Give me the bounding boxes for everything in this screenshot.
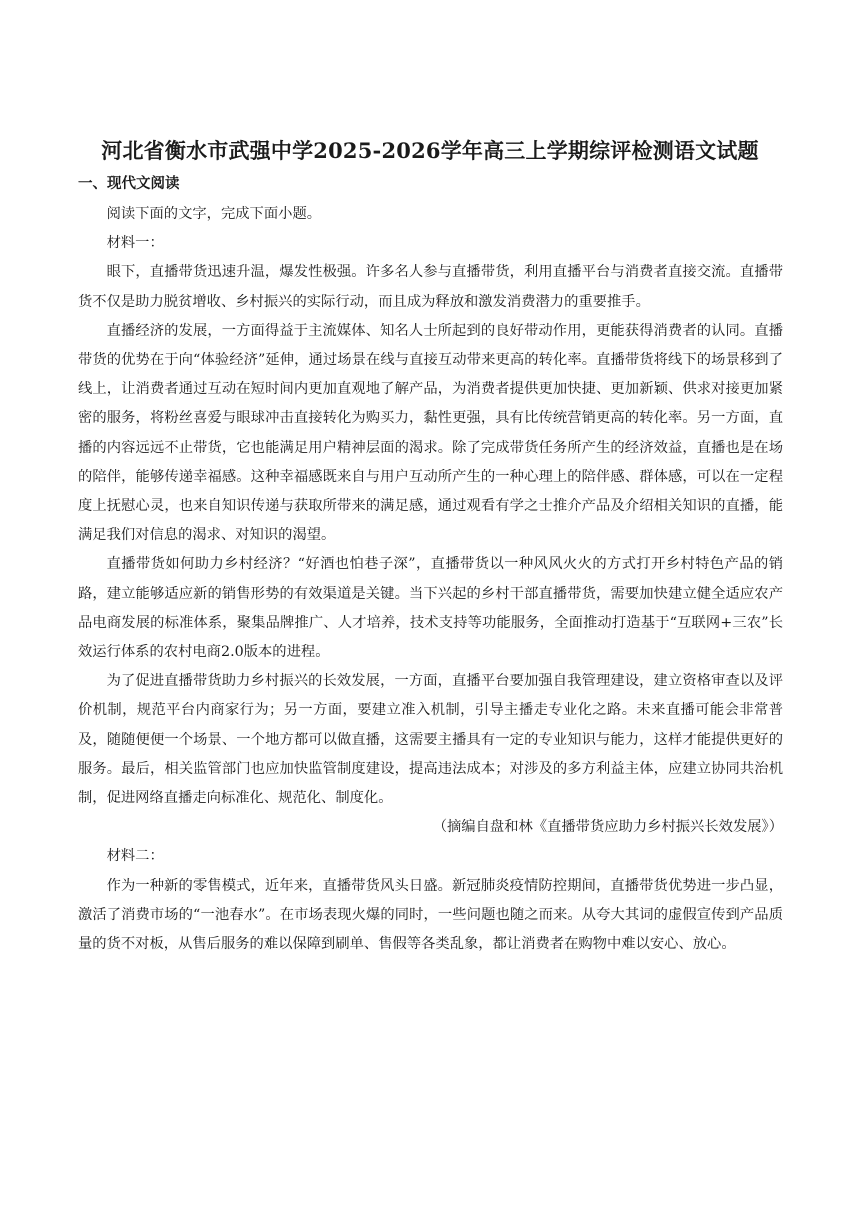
document-title: 河北省衡水市武强中学2025-2026学年高三上学期综评检测语文试题	[101, 138, 759, 163]
section-heading: 一、现代文阅读	[78, 176, 180, 192]
instruction-text: 阅读下面的文字，完成下面小题。	[106, 206, 322, 222]
material-label: 材料二：	[106, 848, 164, 865]
paragraph: 直播带货如何助力乡村经济？“好酒也怕巷子深”，直播带货以一种风风火火的方式打开乡村特色产品的销路，建立能够适应新的销售形势的有效渠道是关键。当下兴起的乡村干部直播带货，需要加快建立健全适应农产品电商发展的标准体系，聚集品牌推广、人才培养，技术支持等功能服务，全面推动打造基于“互联网+三农”长效运行体系的农村电商2.0版本的进程。	[78, 556, 783, 661]
paragraph: 作为一种新的零售模式，近年来，直播带货风头日盛。新冠肺炎疫情防控期间，直播带货优势进一步凸显，激活了消费市场的“一池春水”。在市场表现火爆的同时，一些问题也随之而来。从夸大其词的虚假宣传到产品质量的货不对板，从售后服务的难以保障到刷单、售假等各类乱象，都让消费者在购物中难以安心、放心。	[78, 877, 783, 953]
document-body	[78, 200, 783, 959]
material-label: 材料一：	[106, 235, 164, 252]
paragraph: 为了促进直播带货助力乡村振兴的长效发展，一方面，直播平台要加强自我管理建设，建立资格审查以及评价机制，规范平台内商家行为；另一方面，要建立准入机制，引导主播走专业化之路。未来直播可能会非常普及，随随便便一个场景、一个地方都可以做直播，这需要主播具有一定的专业知识与能力，这样才能提供更好的服务。最后，相关监管部门也应加快监管制度建设，提高违法成本；对涉及的多方利益主体，应建立协同共治机制，促进网络直播走向标准化、规范化、制度化。	[78, 673, 783, 807]
paragraph: 眼下，直播带货迅速升温，爆发性极强。许多名人参与直播带货，利用直播平台与消费者直接交流。直播带货不仅是助力脱贫增收、乡村振兴的实际行动，而且成为释放和激发消费潜力的重要推手。	[78, 264, 783, 310]
paragraph: 直播经济的发展，一方面得益于主流媒体、知名人士所起到的良好带动作用，更能获得消费者的认同。直播带货的优势在于向“体验经济”延伸，通过场景在线与直接互动带来更高的转化率。直播带货将线下的场景移到了线上，让消费者通过互动在短时间内更加直观地了解产品，为消费者提供更加快捷、更加新颖、供求对接更加紧密的服务，将粉丝喜爱与眼球冲击直接转化为购买力，黏性更强，具有比传统营销更高的转化率。另一方面，直播的内容远远不止带货，它也能满足用户精神层面的渴求。除了完成带货任务所产生的经济效益，直播也是在场的陪伴，能够传递幸福感。这种幸福感既来自与用户互动所产生的一种心理上的陪伴感、群体感，可以在一定程度上抚慰心灵，也来自知识传递与获取所带来的满足感，通过观看有学之士推介产品及介绍相关知识的直播，能满足我们对信息的渴求、对知识的渴望。	[78, 322, 783, 544]
source-citation: （摘编自盘和林《直播带货应助力乡村振兴长效发展》）	[432, 819, 783, 836]
